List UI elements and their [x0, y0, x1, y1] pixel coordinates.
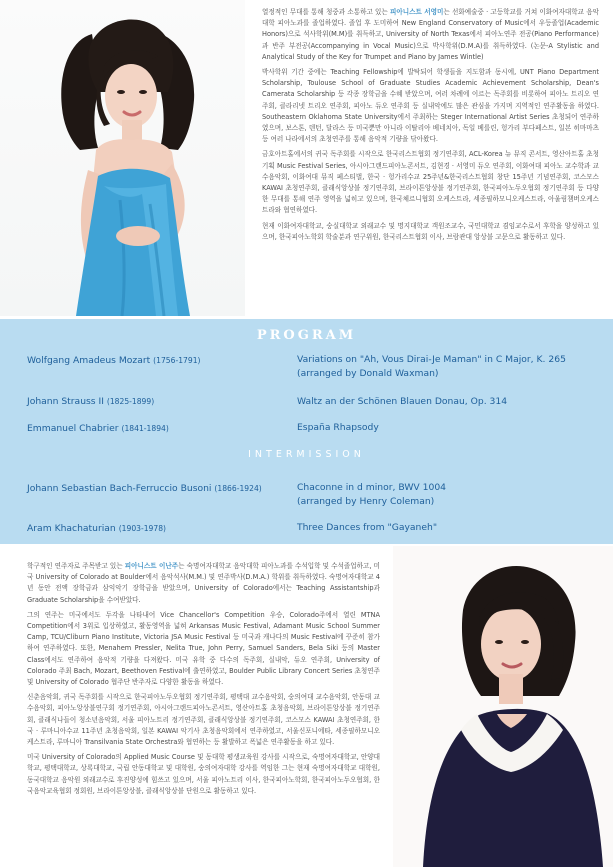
pianist-2-name: 피아니스트 이난주: [124, 562, 179, 570]
bio2-paragraph-1: 학구적인 연주자로 주목받고 있는 피아니스트 이난주는 숙명여자대학교 음악대학 피아노과를 수석입학 및 수석졸업하고, 미국 University of Colorado at Boulder에서 음악석사(M.M.) 및 연주박사(D.M.A.) 학위를 취득하였다. 숙명여자대학교 4년 동안 전액 장학금과 삼익악기 장학금을 받았으며, University of Colorado에서는 Teaching Assistantship과 Graduate Scholarship을 수여받았다.: [27, 562, 380, 604]
bio2-paragraph-3: 신춘음악회, 귀국 독주회를 시작으로 한국피아노두오협회 정기연주회, 평택대 교수음악회, 숭의여대 교수음악회, 안동대 교수음악회, 피아노앙상블연구회 정기연주회, 아시아그랜드피아노콘서트, 영산아트홀 초청음악회, 브라이튼앙상블 정기연주회, 클래식나들이 청소년음악회, 서울 피아노트리 정기연주회, 클래식앙상블 정기연주회, 코스모스 KAWAI 초청연주회, 한국 · 루마니아수교 11주년 초청음악회, 일본 KAWAI 악기사 초청음악회에서 연주하였고, 서울신포니에타, 세종필하모니오케스트라, 루마니아 Transilvania State Orchestra와 협연하는 등 활발하고 폭넓은 연주활동을 하고 있다.: [27, 693, 380, 747]
portrait-2-illustration: [393, 546, 613, 867]
program-title: PROGRAM: [256, 328, 357, 343]
intermission-label: INTERMISSION: [248, 449, 365, 460]
composer-chabrier: Emmanuel Chabrier (1841-1894): [27, 423, 169, 434]
bio1-paragraph-2: 박사학위 기간 중에는 Teaching Fellowship에 발탁되어 학생들을 지도함과 동시에, UNT Piano Department Scholarship, Toulouse School of Graduate Studies Academic Achievement Scholarship, Dean's Camerata Scholarship 등 각종 장학금을 수혜 받았으며, 여러 차례에 이르는 독주회를 비롯하여 피아노 트리오 연주회, 클라리넷 트리오 연주회, 피아노 듀오 연주회 등 실내악에도 많은 관심을 가지며 지역적인 연주활동을 하였다. Southeastern Oklahoma State University에서 주최하는 Steger International Artist Series 초청되어 연주하였으며, 보스톤, 덴턴, 달라스 등 미국뿐만 아니라 이탈리아 베네치아, 독일 베를린, 헝가리 부다페스트, 일본 히마마츠 등 여러 나라에서의 초청연주를 통해 음악적 기량을 닦아왔다.: [262, 68, 599, 144]
bio2-paragraph-4: 미국 University of Colorado의 Applied Music Course 및 동대학 평생교육원 강사를 시작으로, 숙명여자대학교, 안양대학교, 평택대학교, 상록대학교, 국립 안동대학교 및 대학원, 숭의여자대학 강사를 역임한 그는 현재 숙명여자대학교 대학원, 동국대학교 음악원 외래교수로 후진양성에 힘쓰고 있으며, 서울 피아노트리 이사, 한국피아노학회, 한국피아노두오협회, 한국음악교육협회 정회원, 브라이튼앙상블, 클래식앙상블 단원으로 활동하고 있다.: [27, 753, 380, 795]
composer-khachaturian: Aram Khachaturian (1903-1978): [27, 523, 167, 534]
piece-khachaturian: Three Dances from "Gayaneh": [297, 522, 438, 533]
program-section: [0, 319, 613, 544]
pianist-portrait-2: [393, 546, 613, 867]
piece-mozart: Variations on "Ah, Vous Dirai-Je Maman" in C Major, K. 265 (arranged by Donald Waxman): [297, 354, 566, 379]
bio1-paragraph-3: 금호아트홀에서의 귀국 독주회를 시작으로 한국리스트협회 정기연주회, ACL-Korea 뉴 뮤직 콘서트, 영산아트홀 초청기획 Music Festival Series, 아시아그랜드피아노콘서트, 김현경 · 서영미 듀오 연주회, 이화여대 피아노 교수학과 교수음악회, 이화여대 뮤직 페스티벌, 한국 · 헝가리수교 25주년&한국리스트협회 창단 15주년 기념연주회, 코스모스 KAWAI 초청연주회, 클래식앙상블 정기연주회, 브라이튼앙상블 정기연주회, 한국피아노두오협회 정기연주회 등 다양한 무대를 통해 연주 영역을 넓히고 있으며, 한국체르니협회 오케스트라, 세종필하모니오케스트라, 아울림챔버오케스트라와 협연하였다.: [262, 150, 599, 215]
piece-bach-busoni: Chaconne in d minor, BWV 1004 (arranged by Henry Coleman): [297, 482, 447, 507]
composer-strauss: Johann Strauss II (1825-1899): [27, 396, 155, 407]
composer-mozart: Wolfgang Amadeus Mozart (1756-1791): [27, 355, 201, 366]
pianist-portrait-1: [0, 0, 245, 316]
piece-chabrier: España Rhapsody: [297, 422, 379, 433]
bio2-paragraph-2: 그의 연주는 미국에서도 두각을 나타내어 Vice Chancellor's Competition 우승, Colorado주에서 열린 MTNA Competition에서 3위로 입상하였고, 활동영역을 넓혀 Arkansas Music Festival, Adamant Music School Summer Camp, TCU/Cliburn Piano Institute, Victoria JSA Music Festival 등 미국과 캐나다의 Music Festival에 꾸준히 참가하여 연주하였다. 또한, Menahem Pressler, Nelita True, John Perry, Samuel Sanders, Bela Siki 등의 Master Class에서도 연주하여 음악적 기량을 다져왔다. 미국 유학 중 다수의 독주회, 실내악, 듀오 연주회, University of Colorado 주최 Bach, Mozart, Beethoven Festival에 출연하였고, Boulder Public Library Concert Series 초청연주 및 University of Colorado 협주단 반주자로 다양한 활동을 하였다.: [27, 610, 380, 687]
portrait-1-illustration: [0, 0, 245, 316]
pianist-1-name: 피아니스트 서영미: [390, 8, 444, 16]
bio1-paragraph-1: 열정적인 무대를 통해 청중과 소통하고 있는 피아니스트 서영미는 선화예술중 · 고등학교를 거쳐 이화여자대학교 음악대학 피아노과를 졸업하였다. 졸업 후 도미하여 New England Conservatory of Music에서 우등졸업(Academic Honors)으로 석사학위(M.M)를 취득하고, University of North Texas에서 피아노연주 전공(Piano Performance)과 반주 부전공(Accompanying in Vocal Music)으로 박사학위(D.M.A)를 취득하였다. (논문-A Stylistic and Analytical Study of the Key for Trumpet and Piano by James Wintle): [262, 8, 599, 61]
pianist-1-biography: [262, 7, 599, 247]
piece-strauss: Waltz an der Schönen Blauen Donau, Op. 314: [297, 396, 508, 407]
bio1-paragraph-4: 현재 이화여자대학교, 숭실대학교 외래교수 및 명지대학교 객원조교수, 국민대학교 겸임교수로서 후학을 양성하고 있으며, 한국피아노학회 학술분과 연구위원, 한국리스트협회 이사, 브람관대 앙상블 고문으로 활동하고 있다.: [262, 221, 599, 241]
composer-bach-busoni: Johann Sebastian Bach-Ferruccio Busoni (1866-1924): [27, 483, 262, 494]
pianist-2-biography: [27, 561, 380, 801]
